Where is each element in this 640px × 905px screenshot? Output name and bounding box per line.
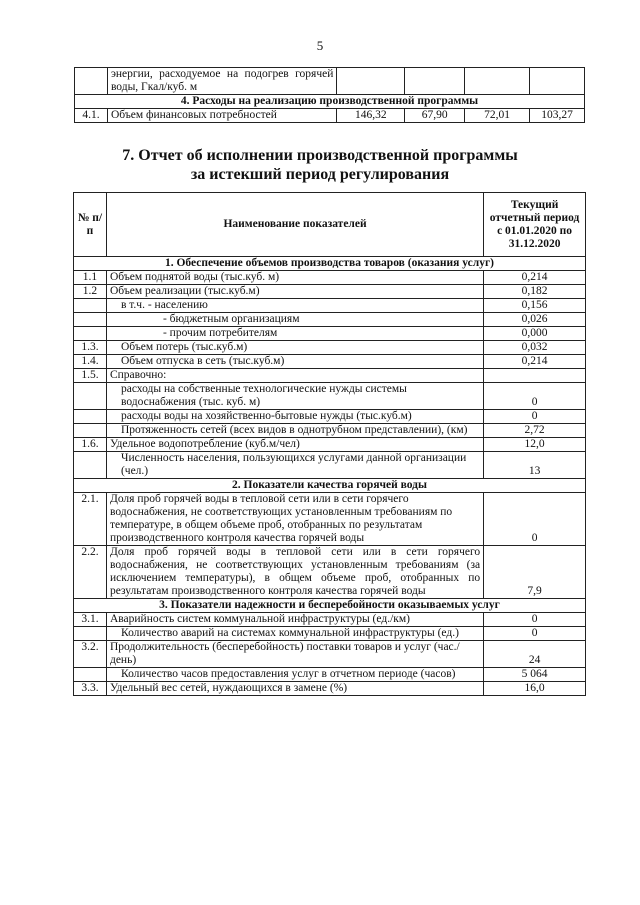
table-row (74, 546, 586, 599)
row-name: - прочим потребителям (106, 327, 483, 341)
row-name: Количество аварий на системах коммунальной инфраструктуры (ед.) (106, 627, 483, 641)
table-row (74, 613, 586, 627)
row-number: 1.6. (74, 438, 107, 452)
row-number (74, 383, 107, 410)
table-row (74, 299, 586, 313)
value-cell: 0,032 (484, 341, 586, 355)
row-number (74, 327, 107, 341)
heading-line-2: за истекший период регулирования (190, 166, 450, 183)
row-name: Доля проб горячей воды в тепловой сети или в сети горячего водоснабжения, не соответствующих установленным требованиям (за исключением температуры), в общем объеме проб, отобранных по результатам производственного контроля качества горячей воды (106, 546, 483, 599)
row-name: Справочно: (106, 369, 483, 383)
row-name: Доля проб горячей воды в тепловой сети или в сети горячего водоснабжения, не соответствующих установленным требованиям по температуре, в общем объеме проб, отобранных по результатам производственного контроля качества горячей воды (106, 493, 483, 546)
value-cell: 0 (484, 410, 586, 424)
section-title: 1. Обеспечение объемов производства товаров (оказания услуг) (74, 257, 586, 271)
table-row (74, 383, 586, 410)
row-name: Аварийность систем коммунальной инфраструктуры (ед./км) (106, 613, 483, 627)
row-number: 4.1. (75, 109, 108, 123)
row-name: Удельный вес сетей, нуждающихся в замене (%) (106, 682, 483, 696)
value-cell: 0,000 (484, 327, 586, 341)
table-row (74, 341, 586, 355)
section-title: 4. Расходы на реализацию производственной программы (75, 95, 585, 109)
row-number: 3.2. (74, 641, 107, 668)
table-row (74, 452, 586, 479)
section-row (74, 599, 586, 613)
col-value-header: Текущий отчетный период с 01.01.2020 по 31.12.2020 (484, 193, 586, 257)
row-number: 2.2. (74, 546, 107, 599)
report-table (73, 192, 586, 696)
col-number-header: № п/п (74, 193, 107, 257)
value-cell: 72,01 (465, 109, 530, 123)
table-row (74, 641, 586, 668)
heading-line-1: 7. Отчет об исполнении производственной программы (122, 147, 518, 164)
row-number (74, 668, 107, 682)
row-name: Протяженность сетей (всех видов в однотрубном представлении), (км) (106, 424, 483, 438)
row-number: 1.2 (74, 285, 107, 299)
row-name: Объем реализации (тыс.куб.м) (106, 285, 483, 299)
report-table-body (74, 257, 586, 696)
row-number (74, 299, 107, 313)
row-name: Численность населения, пользующихся услугами данной организации (чел.) (106, 452, 483, 479)
value-cell: 24 (484, 641, 586, 668)
table-row (74, 410, 586, 424)
table-row (75, 68, 585, 95)
row-number (74, 452, 107, 479)
value-cell: 7,9 (484, 546, 586, 599)
row-name: энергии, расходуемое на подогрев горячей воды, Гкал/куб. м (107, 68, 336, 95)
value-cell: 5 064 (484, 668, 586, 682)
value-cell: 0,214 (484, 271, 586, 285)
value-cell: 146,32 (337, 109, 405, 123)
table-row (74, 271, 586, 285)
table-row (74, 313, 586, 327)
value-cell: 12,0 (484, 438, 586, 452)
value-cell: 0 (484, 493, 586, 546)
page-number: 5 (316, 38, 324, 53)
table-row (74, 369, 586, 383)
row-number (74, 424, 107, 438)
value-cell: 103,27 (530, 109, 585, 123)
row-number: 3.3. (74, 682, 107, 696)
value-cell: 0,026 (484, 313, 586, 327)
table-row (74, 327, 586, 341)
table-row (74, 438, 586, 452)
row-name: Объем потерь (тыс.куб.м) (106, 341, 483, 355)
row-name: Количество часов предоставления услуг в отчетном периоде (часов) (106, 668, 483, 682)
row-name: расходы воды на хозяйственно-бытовые нужды (тыс.куб.м) (106, 410, 483, 424)
value-cell: 16,0 (484, 682, 586, 696)
value-cell: 0 (484, 383, 586, 410)
section-title: 2. Показатели качества горячей воды (74, 479, 586, 493)
row-number: 1.5. (74, 369, 107, 383)
table-row (74, 627, 586, 641)
row-number: 1.3. (74, 341, 107, 355)
row-name: расходы на собственные технологические нужды системы водоснабжения (тыс. куб. м) (106, 383, 483, 410)
section-row (74, 257, 586, 271)
row-number: 1.1 (74, 271, 107, 285)
row-name: в т.ч. - населению (106, 299, 483, 313)
row-name: Объем отпуска в сеть (тыс.куб.м) (106, 355, 483, 369)
row-number (74, 627, 107, 641)
section-title: 3. Показатели надежности и бесперебойности оказываемых услуг (74, 599, 586, 613)
section-heading (0, 146, 640, 184)
table-row (75, 109, 585, 123)
row-number: 1.4. (74, 355, 107, 369)
value-cell: 67,90 (405, 109, 465, 123)
row-number: 3.1. (74, 613, 107, 627)
table-row (74, 285, 586, 299)
row-name: Объем поднятой воды (тыс.куб. м) (106, 271, 483, 285)
value-cell: 0,156 (484, 299, 586, 313)
value-cell: 13 (484, 452, 586, 479)
header-row (74, 193, 586, 257)
row-number: 2.1. (74, 493, 107, 546)
table-row (74, 493, 586, 546)
row-name: Объем финансовых потребностей (107, 109, 336, 123)
row-number (74, 410, 107, 424)
value-cell (484, 369, 586, 383)
row-name: Удельное водопотребление (куб.м/чел) (106, 438, 483, 452)
value-cell: 0 (484, 627, 586, 641)
value-cell: 2,72 (484, 424, 586, 438)
value-cell: 0,182 (484, 285, 586, 299)
table-row (74, 355, 586, 369)
row-name: - бюджетным организациям (106, 313, 483, 327)
value-cell: 0 (484, 613, 586, 627)
section-row (75, 95, 585, 109)
table-row (74, 424, 586, 438)
row-name: Продолжительность (бесперебойность) поставки товаров и услуг (час./день) (106, 641, 483, 668)
table-row (74, 682, 586, 696)
col-name-header: Наименование показателей (106, 193, 483, 257)
section-row (74, 479, 586, 493)
budget-table (74, 67, 585, 123)
row-number (74, 313, 107, 327)
value-cell: 0,214 (484, 355, 586, 369)
table-row (74, 668, 586, 682)
